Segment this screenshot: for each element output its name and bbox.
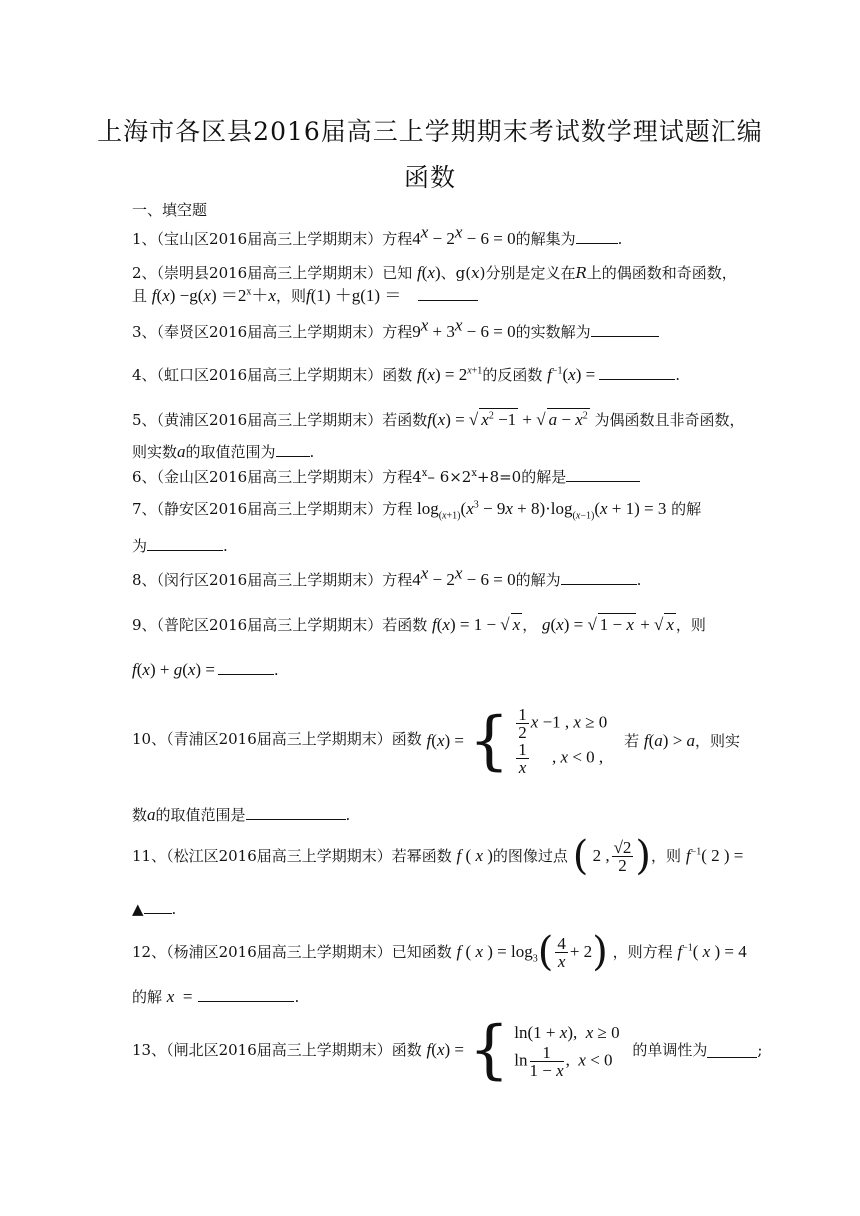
question-4-suffix: 的反函数 xyxy=(482,366,543,384)
question-2-line1b: 分别是定义在 xyxy=(485,264,576,282)
question-8-prefix: 8、（闵行区2016届高三上学期期末）方程 xyxy=(132,571,413,589)
question-12-prefix: 12、（杨浦区2016届高三上学期期末）已知函数 xyxy=(132,943,452,961)
question-9-line-2: f(x) + g(x) = . xyxy=(132,660,279,679)
question-5-suffix: 为偶函数且非奇函数， xyxy=(594,411,745,429)
question-10-cases: $\frac{1}{2}$ x −1 , x ≥ 0 $\frac{1}{x}$ , x < 0 , xyxy=(518,705,608,777)
question-6-prefix: 6、（金山区2016届高三上学期期末）方程 xyxy=(132,468,413,486)
question-11-line-2: ▲ . xyxy=(132,900,177,918)
question-7-line-2: 为 . xyxy=(132,537,228,555)
question-13-prefix: 13、（闸北区2016届高三上学期期末）函数 xyxy=(132,1041,422,1059)
question-11: 11、（松江区2016届高三上学期期末）若幂函数 f ( x )的图像过点 ( 2 , $\frac{√2}{2}$ )，则 $f^{-1}$( 2 ) = xyxy=(132,833,744,879)
question-11-mid: 的图像过点 xyxy=(492,847,568,865)
question-10-line2: 数 xyxy=(132,806,148,824)
question-7-line2: 为 xyxy=(132,537,148,555)
question-2-line2a: 且 xyxy=(132,287,148,305)
question-3-prefix: 3、（奉贤区2016届高三上学期期末）方程 xyxy=(132,323,413,341)
question-12: 12、（杨浦区2016届高三上学期期末）已知函数 f ( x ) = $\log_3$( $\frac{4}{x}$ + 2) ，则方程 $f^{-1}$( x ) = 4 xyxy=(132,929,747,975)
question-4-prefix: 4、（虹口区2016届高三上学期期末）函数 xyxy=(132,366,413,384)
question-9-suffix: ，则 xyxy=(675,616,706,634)
question-9-prefix: 9、（普陀区2016届高三上学期期末）若函数 xyxy=(132,616,428,634)
question-12-suffix: ，则方程 xyxy=(612,943,673,961)
question-13: 13、（闸北区2016届高三上学期期末）函数 f(x) = { ln(1 + x), x ≥ 0 ln $\frac{1}{1 - x}$ , x < 0 的单调性为 ; xyxy=(132,1013,763,1087)
question-4: 4、（虹口区2016届高三上学期期末）函数 $f(x) = 2^{x+1}$的反函数 $f^{-1}(x)$ = . xyxy=(132,365,680,384)
question-6: 6、（金山区2016届高三上学期期末）方程4$^x$– $6\times 2^x+8=0$的解是 xyxy=(132,466,732,488)
question-10-line2b: 的取值范围是 xyxy=(155,806,246,824)
question-2-line1: 2、（崇明县2016届高三上学期期末）已知 xyxy=(132,264,413,282)
question-5-line2: 则实数 xyxy=(132,443,178,461)
question-6-suffix: 的解是 xyxy=(521,468,567,486)
question-1-prefix: 1、（宝山区2016届高三上学期期末）方程 xyxy=(132,230,413,248)
question-5: 5、（黄浦区2016届高三上学期期末）若函数f(x) = √ $x^2 -1$ + √ $a - x^2$ 为偶函数且非奇函数， xyxy=(132,410,745,429)
question-12-line-2: 的解 x = . xyxy=(132,987,300,1006)
question-8-suffix: 的解为 xyxy=(515,571,561,589)
question-5-line-2: 则实数a的取值范围为 . xyxy=(132,442,315,461)
question-10-suffix: ，则实 xyxy=(695,732,741,750)
question-1: 1、（宝山区2016届高三上学期期末）方程$4^x - 2^x - 6 = 0$的解集为 . xyxy=(132,222,623,248)
question-10: 10、（青浦区2016届高三上学期期末）函数 f(x) = { $\frac{1}{2}$ x −1 , x ≥ 0 $\frac{1}{x}$ , x < 0 , 若 f(a) > a，则实 xyxy=(132,704,741,778)
question-10-cond: 若 xyxy=(624,732,640,750)
question-13-cases: ln(1 + x), x ≥ 0 ln $\frac{1}{1 - x}$ , x < 0 xyxy=(514,1022,620,1080)
answer-placeholder-triangle: ▲ xyxy=(132,900,144,918)
question-5-prefix: 5、（黄浦区2016届高三上学期期末）若函数 xyxy=(132,411,428,429)
question-7-suffix: 的解 xyxy=(671,500,702,518)
question-1-suffix: 的解集为 xyxy=(515,230,576,248)
question-10-prefix: 10、（青浦区2016届高三上学期期末）函数 xyxy=(132,730,422,748)
question-13-suffix: 的单调性为 xyxy=(632,1041,708,1059)
question-8: 8、（闵行区2016届高三上学期期末）方程$4^x - 2^x - 6 = 0$的解为 . xyxy=(132,563,642,589)
question-12-line2: 的解 xyxy=(132,988,163,1006)
question-3-suffix: 的实数解为 xyxy=(515,323,591,341)
question-9: 9、（普陀区2016届高三上学期期末）若函数 f(x) = 1 − √ x ， g(x) = √ 1 − x + √ x ，则 xyxy=(132,615,706,634)
document-title: 上海市各区县2016届高三上学期期末考试数学理试题汇编 xyxy=(97,117,763,146)
question-10-line-2: 数a的取值范围是 . xyxy=(132,805,351,824)
section-heading: 一、填空题 xyxy=(132,201,208,219)
question-2: 2、（崇明县2016届高三上学期期末）已知 f(x)、g(x)分别是定义在R上的偶函数和奇函数， xyxy=(132,263,737,282)
question-11-prefix: 11、（松江区2016届高三上学期期末）若幂函数 xyxy=(132,847,452,865)
question-7-prefix: 7、（静安区2016届高三上学期期末）方程 xyxy=(132,500,413,518)
question-11-suffix: ，则 xyxy=(651,847,682,865)
question-3: 3、（奉贤区2016届高三上学期期末）方程$9^x + 3^x - 6 = 0$的实数解为 xyxy=(132,321,732,343)
question-5-line2b: 的取值范围为 xyxy=(185,443,276,461)
question-2-line1c: 上的偶函数和奇函数， xyxy=(586,264,737,282)
question-7: 7、（静安区2016届高三上学期期末）方程 $\log_{(x+1)}(x^3 - 9x + 8)\cdot\log_{(x-1)}(x + 1) = 3$ 的解 xyxy=(132,499,702,522)
question-2-line2b: ，则 xyxy=(275,287,306,305)
question-2-line-2: 且 $f(x) -g(x) =2^x+x$，则f(1) ＋g(1) ＝ xyxy=(132,285,732,307)
question-9-mid: ， xyxy=(522,616,538,634)
document-subtitle: 函数 xyxy=(403,163,456,192)
